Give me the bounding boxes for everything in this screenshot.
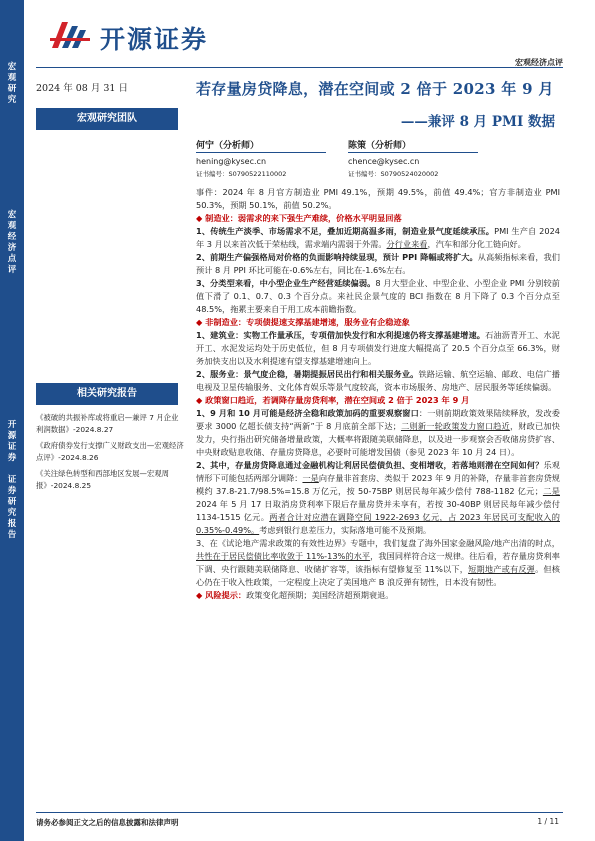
section-heading-policy-window: ◆ 政策窗口趋近，若调降存量房贷利率，潜在空间或 2 倍于 2023 年 9 月 (196, 395, 470, 405)
side-band-char: 证 (7, 442, 17, 452)
text: ，我国同样符合这一规律。往后看，若存量房贷利率下调、央行跟随美联储降息、收储扩容等，该指标有望修复至 11%以下， (196, 551, 560, 574)
analyst-divider (196, 152, 326, 153)
report-subtitle: ——兼评 8 月 PMI 数据 (400, 114, 555, 130)
bold-lead: 2、服务业：景气度企稳，暑期提振居民出行和相关服务业。 (196, 369, 419, 379)
paragraph (196, 407, 560, 459)
header-divider (36, 67, 563, 68)
side-band-char: 券 (7, 486, 17, 496)
page-number: 1 / 11 (537, 817, 559, 826)
underlined-text: 二则新一轮政策发力窗口趋近 (400, 421, 510, 431)
side-band-char: 经 (7, 232, 17, 242)
side-band-char: 究 (7, 95, 17, 105)
side-band-char: 观 (7, 221, 17, 231)
side-band-char: 点 (7, 254, 17, 264)
side-band-char: 券 (7, 453, 17, 463)
underlined-text: 两者合计对应潜在调降空间 1922-2693 亿元，占 2023 年居民可支配收入的 0.35%-0.49%。 (196, 512, 560, 535)
related-reports-list (36, 412, 184, 496)
footer-divider (36, 812, 563, 813)
underlined-text: 短期地产或有反弹 (468, 564, 536, 574)
brand-name: 开源证券 (100, 25, 209, 54)
team-banner: 宏观研究团队 (36, 108, 178, 130)
bold-lead: 1、9 月和 10 月可能是经济全稳和政策加码的重要观察窗口 (196, 408, 419, 418)
analyst-divider (348, 152, 478, 153)
footer-disclaimer[interactable]: 请务必参阅正文之后的信息披露和法律声明 (36, 818, 179, 827)
paragraph (196, 368, 560, 394)
side-band-macro-commentary (4, 210, 20, 276)
bold-lead: 3、分类型来看，中小型企业生产经营延续偏弱。 (196, 278, 376, 288)
paragraph (196, 329, 560, 368)
side-band-char: 评 (7, 265, 17, 275)
report-date: 2024 年 08 月 31 日 (36, 83, 128, 94)
section-heading-non-manufacturing: ◆ 非制造业：专项债提速支撑基建增速，服务业有企稳迹象 (196, 317, 410, 327)
bold-lead: 2、前期生产偏强格局对价格的负面影响持续显现，预计 PPI 降幅或将扩大。 (196, 252, 478, 262)
side-band-macro-research (4, 62, 20, 106)
section-heading-manufacturing: ◆ 制造业：弱需求的来下强生产难续，价格水平明显回落 (196, 213, 402, 223)
paragraph (196, 537, 560, 589)
text: 考虑到银行息差压力，实际落地可能不及预期。 (259, 525, 432, 535)
paragraph (196, 459, 560, 537)
underlined-text: 二是 (542, 486, 560, 496)
risk-label: ◆ 风险提示： (196, 590, 247, 600)
text: 铁路运输、航空运输、邮政、电信广播电视及卫星传输服务、文化体育娱乐等景气度较高，资本市场服务、房地产、居民服务等延续偏弱。 (196, 369, 560, 392)
risk-text: 政策变化超预期；美国经济超预期衰退。 (246, 590, 394, 600)
analyst-card (348, 140, 438, 180)
related-reports-banner: 相关研究报告 (36, 383, 178, 405)
related-report-item[interactable]: 《政府债券发行支撑广义财政支出—宏观经济点评》-2024.8.26 (36, 441, 184, 462)
bold-lead: 1、传统生产淡季、市场需求不足，叠加近期高温多雨，制造业景气度延续承压。 (196, 226, 495, 236)
analyst-card (196, 140, 286, 180)
side-band-char: 研 (7, 497, 17, 507)
paragraph (196, 225, 560, 251)
side-band-char: 究 (7, 508, 17, 518)
text: PMI 生产自 2024 年 3 月以来首次低于荣枯线，需求端内需弱于外需。 (196, 226, 560, 249)
risk-paragraph (196, 589, 560, 602)
text: 石油沥青开工、水泥开工、水泥发运均处于历史低位，但 8 月专项债发行进度大幅提高了 20.5 个百分点至 66.3%，财务加快支出以及水利提速有望支撑基建增速向上。 (196, 330, 560, 366)
related-report-item[interactable]: 《关注绿色转型和西部地区发展—宏观周报》-2024.8.25 (36, 469, 170, 490)
side-band-char: 济 (7, 243, 17, 253)
related-report-item[interactable]: 《被破的共振补库或将重启—兼评 7 月企业利润数据》-2024.8.27 (36, 413, 179, 434)
side-band-char: 宏 (7, 62, 17, 72)
report-type-label: 宏观经济点评 (515, 58, 563, 67)
side-band-char: 宏 (7, 210, 17, 220)
bold-lead: 1、建筑业：实物工作量承压，专项借加快发行和水利提速仍将支撑基建增速。 (196, 330, 486, 340)
side-band-char: 证 (7, 475, 17, 485)
text: 向存量非首套房、类似于 2023 年 9 月的补降，存量非首套房贷规模约 37.8-21.7/98.5%=15.8 万亿元，按 50-75BP 则居民每年减少偿付 788-1182 亿元； (196, 473, 560, 496)
analyst-email[interactable]: chence@kysec.cn (348, 157, 420, 166)
side-band-char (4, 464, 20, 475)
kysec-logo-icon (48, 18, 92, 52)
side-band-char: 开 (7, 420, 17, 430)
text: 乐观情形下可能包括两部分调降： (196, 460, 560, 483)
side-band-char: 告 (7, 530, 17, 540)
text: ，汽车和部分化工链向好。 (427, 239, 526, 249)
side-band-char: 报 (7, 519, 17, 529)
report-title: 若存量房贷降息，潜在空间或 2 倍于 2023 年 9 月 (196, 80, 554, 98)
side-band-kysec-report (4, 420, 20, 541)
analyst-name: 何宁（分析师） (196, 141, 260, 151)
text: ，财政已加快发力，央行指出研究储备增量政策，大概率将跟随美联储降息，以及进一步观察会否收储房贷扩容、中央财政贴息收储、存量房贷降息，必要时可能增发国债（参见 2023 年 10 月 24 日）。 (196, 421, 560, 457)
text: 。但核心仍在于收入性政策，一定程度上决定了美国地产 B 浪反弹有韧性，日本没有韧性。 (196, 564, 560, 587)
report-body (196, 186, 560, 602)
side-band-char: 源 (7, 431, 17, 441)
underlined-text: 共性在于居民偿债比率收敛于 11%-13%的水平 (196, 551, 371, 561)
side-band-char: 研 (7, 84, 17, 94)
bold-lead: 2、其中，存量房贷降息通过金融机构让利居民偿债负担、变相增收，若落地则潜在空间如何？ (196, 460, 544, 470)
text: 8 月大型企业、中型企业、小型企业 PMI 分别较前值下滑了 0.1、0.7、0.3 个百分点。来社民企景气度的 BCI 指数在 8 月下降了 0.3 个百分点至 48.5%，拖累主要来自于用工成本前瞻指数。 (196, 278, 560, 314)
analyst-name: 陈策（分析师） (348, 141, 412, 151)
text: 2024 年 5 月 17 日取消房贷利率下限后存量房贷并未享有，若按 30-40BP 则居民每年减少偿付 1134-1515 亿元。 (196, 499, 560, 522)
underlined-text: 分行业来看 (386, 239, 428, 249)
event-paragraph: 事件：2024 年 8 月官方制造业 PMI 49.1%，预期 49.5%，前值 49.4%；官方非制造业 PMI 50.3%，预期 50.1%，前值 50.2%。 (196, 187, 560, 210)
underlined-text: 一是 (302, 473, 319, 483)
analyst-cert: 证书编号：S0790524020002 (348, 170, 439, 178)
paragraph (196, 251, 560, 277)
analyst-cert: 证书编号：S0790522110002 (196, 170, 287, 178)
paragraph (196, 277, 560, 316)
text: ：一则前期政策效果陆续释放，发改委要求 3000 亿超长债支持“两新”于 8 月底前全部下达； (196, 408, 560, 431)
text: 从高频指标来看，我们预计 8 月 PPI 环比可能在-0.6%左右，同比在-1.6%左右。 (196, 252, 560, 275)
analyst-email[interactable]: hening@kysec.cn (196, 157, 267, 166)
text: 3、在《试论地产需求政策的有效性边界》专题中，我们复盘了海外国家金融风险/地产出清的时点， (196, 538, 560, 548)
side-band-char: 观 (7, 73, 17, 83)
